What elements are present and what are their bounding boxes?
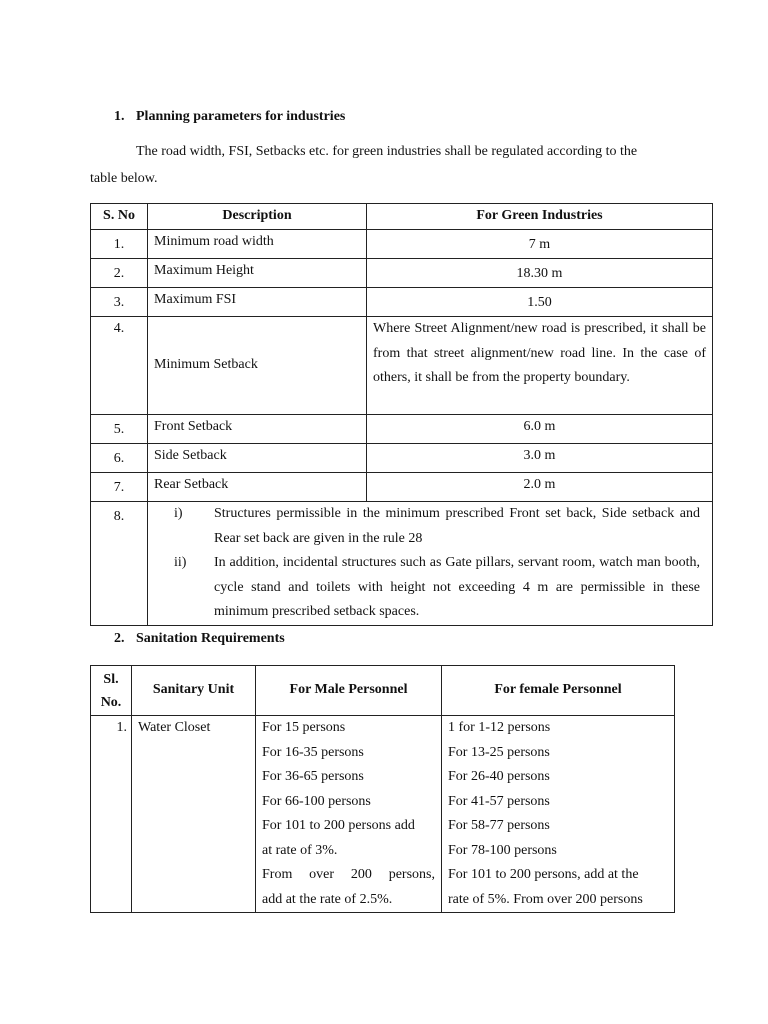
section-1-heading [114, 109, 345, 125]
female-line: For 13-25 persons [448, 744, 550, 760]
row-description: Side Setback [148, 444, 367, 473]
table-row [91, 288, 713, 317]
row-sanitary-unit: Water Closet [132, 716, 256, 913]
table-row [91, 415, 713, 444]
table-row [91, 230, 713, 259]
row-description: Maximum FSI [148, 288, 367, 317]
row-description: Minimum road width [148, 230, 367, 259]
planning-parameters-table [90, 203, 713, 626]
table-row-notes [91, 502, 713, 626]
male-line: For 101 to 200 persons add [262, 818, 415, 833]
row-value: 1.50 [367, 288, 713, 317]
table-row [91, 259, 713, 288]
intro-line-1: The road width, FSI, Setbacks etc. for green industries shall be regulated according to the [136, 144, 638, 159]
sanitation-table [90, 665, 675, 913]
row-description: Front Setback [148, 415, 367, 444]
table-row [91, 444, 713, 473]
table-header-row [91, 666, 675, 716]
notes-cell [148, 502, 713, 626]
female-line: For 41-57 persons [448, 793, 550, 809]
row-sno: 1. [91, 716, 132, 913]
row-value: 3.0 m [367, 444, 713, 473]
section-2-heading [114, 631, 285, 647]
table-row [91, 716, 675, 913]
note-item [154, 551, 700, 625]
header-green-industries: For Green Industries [367, 204, 713, 230]
row-sno: 5. [91, 415, 148, 444]
header-description: Description [148, 204, 367, 230]
table-row [91, 317, 713, 415]
female-line: For 78-100 persons [448, 842, 557, 858]
section-2-title: Sanitation Requirements [136, 631, 285, 646]
note-roman: i) [174, 506, 183, 521]
female-line: For 26-40 persons [448, 769, 550, 784]
section-2-number: 2. [114, 631, 125, 646]
female-line: 1 for 1-12 persons [448, 720, 551, 735]
header-sanitary-unit: Sanitary Unit [132, 666, 256, 716]
male-line: For 16-35 persons [262, 744, 364, 760]
row-sno: 2. [91, 259, 148, 288]
row-sno: 4. [91, 317, 148, 415]
section-1-title: Planning parameters for industries [136, 109, 346, 124]
row-description: Minimum Setback [148, 317, 367, 415]
row-value: 18.30 m [367, 259, 713, 288]
intro-line-2: table below. [90, 171, 158, 186]
row-value: 2.0 m [367, 473, 713, 502]
header-female-personnel: For female Personnel [442, 666, 675, 716]
row-sno: 7. [91, 473, 148, 502]
male-line: For 15 persons [262, 720, 346, 735]
note-item [154, 502, 700, 551]
row-value: 7 m [367, 230, 713, 259]
row-description: Rear Setback [148, 473, 367, 502]
row-sno: 8. [91, 502, 148, 626]
male-line: at rate of 3%. [262, 842, 338, 858]
note-text: In addition, incidental structures such as Gate pillars, servant room, watch man booth, cycle stand and toilets with height not exceeding 4 m are permissible in these minimum prescribed setback spaces. [214, 555, 700, 619]
male-line: For 66-100 persons [262, 793, 371, 809]
row-sno: 6. [91, 444, 148, 473]
female-line: rate of 5%. From over 200 persons [448, 891, 643, 907]
table-row [91, 473, 713, 502]
table-header-row [91, 204, 713, 230]
header-male-personnel: For Male Personnel [256, 666, 442, 716]
row-description: Maximum Height [148, 259, 367, 288]
female-line: For 101 to 200 persons, add at the [448, 867, 639, 882]
note-roman: ii) [174, 555, 187, 570]
row-value: 6.0 m [367, 415, 713, 444]
male-line: add at the rate of 2.5%. [262, 891, 393, 907]
male-line: From over 200 persons, [262, 867, 435, 882]
female-personnel-cell [442, 716, 675, 913]
header-sl-no: Sl. No. [91, 666, 132, 716]
note-text: Structures permissible in the minimum prescribed Front set back, Side setback and Rear set back are given in the rule 28 [214, 506, 700, 546]
male-line: For 36-65 persons [262, 769, 364, 784]
header-sno: S. No [91, 204, 148, 230]
section-1-number: 1. [114, 109, 125, 124]
row-sno: 3. [91, 288, 148, 317]
row-sno: 1. [91, 230, 148, 259]
male-personnel-cell [256, 716, 442, 913]
female-line: For 58-77 persons [448, 818, 550, 833]
row-value: Where Street Alignment/new road is prescribed, it shall be from that street alignment/new road line. In the case of others, it shall be from the property boundary. [367, 317, 713, 415]
